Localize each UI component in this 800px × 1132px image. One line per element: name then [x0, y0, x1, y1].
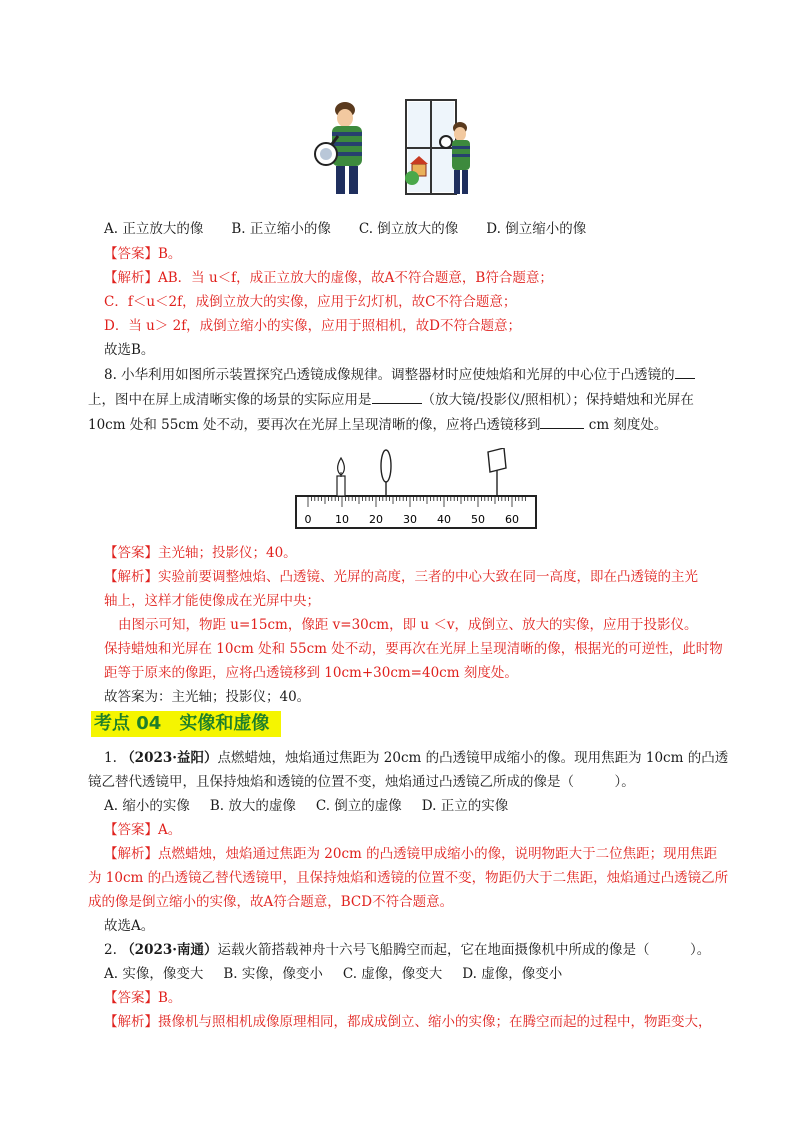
s4q2-stem-line — [104, 940, 710, 960]
q8-answer: 【答案】主光轴；投影仪；40。 — [104, 545, 297, 561]
q8-stem-text: 上，图中在屏上成清晰实像的场景的实际应用是 — [88, 392, 372, 408]
q7-answer: 【答案】B。 — [104, 246, 182, 262]
q7-option-d: D. 倒立缩小的像 — [486, 221, 587, 237]
ruler-tick-label: 50 — [471, 513, 485, 526]
q7-option-a: A. 正立放大的像 — [104, 221, 204, 237]
s4q1-stem-line — [104, 748, 728, 768]
s4q2-answer: 【答案】B。 — [104, 990, 182, 1006]
q8-stem-text: （放大镜/投影仪/照相机）；保持蜡烛和光屏在 — [421, 392, 694, 408]
convex-lens — [381, 450, 391, 496]
s4q1-option-b: B. 放大的虚像 — [209, 798, 296, 814]
q7-analysis-line: C．f＜u＜2f，成倒立放大的实像，应用于幻灯机，故C不符合题意； — [104, 294, 517, 310]
ruler-tick-label: 20 — [369, 513, 383, 526]
s4q1-stem-text: 点燃蜡烛，烛焰通过焦距为 20cm 的凸透镜甲成缩小的像。现用焦距为 10cm 的凸透 — [217, 750, 729, 766]
q8-blank-3 — [540, 414, 584, 429]
q8-analysis-line: 保持蜡烛和光屏在 10cm 处和 55cm 处不动，要再次在光屏上呈现清晰的像，根据光的可逆性，此时物 — [104, 641, 723, 657]
section-heading: 考点 04 实像和虚像 — [94, 713, 270, 734]
q8-stem-line — [88, 389, 694, 410]
magnifier-illustration — [312, 98, 472, 198]
s4q2-analysis-line: 【解析】摄像机与照相机成像原理相同，都成成倒立、缩小的实像；在腾空而起的过程中，物距变大， — [104, 1014, 712, 1030]
s4q2-source: （2023·南通） — [121, 942, 218, 958]
q8-stem-text: 8. 小华利用如图所示装置探究凸透镜成像规律。调整器材时应使烛焰和光屏的中心位于凸透镜的 — [104, 367, 675, 383]
s4q1-option-d: D. 正立的实像 — [421, 798, 509, 814]
q8-stem-line — [104, 364, 695, 385]
s4q1-answer: 【答案】A。 — [104, 822, 182, 838]
boy-with-magnifier-figure — [315, 102, 362, 194]
candle — [337, 458, 345, 496]
light-screen — [488, 448, 506, 496]
q8-conclusion: 故答案为：主光轴；投影仪；40。 — [104, 689, 311, 705]
s4q2-stem-text: 运载火箭搭载神舟十六号飞船腾空而起，它在地面摄像机中所成的像是（ ）。 — [217, 942, 711, 958]
s4q1-options — [104, 796, 508, 816]
q8-analysis-line: 距等于原来的像距，应将凸透镜移到 10cm+30cm=40cm 刻度处。 — [104, 665, 518, 681]
q7-option-b: B. 正立缩小的像 — [231, 221, 331, 237]
q8-blank-1 — [675, 364, 695, 379]
q8-stem-text: 10cm 处和 55cm 处不动，要再次在光屏上呈现清晰的像，应将凸透镜移到 — [88, 417, 541, 433]
ruler-tick-label: 30 — [403, 513, 417, 526]
q7-option-c: C. 倒立放大的像 — [358, 221, 459, 237]
s4q1-analysis-line: 成的像是倒立缩小的实像，故A符合题意，BCD不符合题意。 — [88, 894, 454, 910]
q7-analysis-line: D．当 u＞ 2f，成倒立缩小的实像，应用于照相机，故D不符合题意； — [104, 318, 522, 334]
q7-options — [104, 219, 586, 239]
q7-analysis-line: 【解析】AB．当 u＜f，成正立放大的虚像，故A不符合题意，B符合题意； — [104, 270, 553, 286]
s4q1-option-c: C. 倒立的虚像 — [315, 798, 402, 814]
s4q1-number: 1. — [104, 750, 117, 766]
s4q1-source: （2023·益阳） — [121, 750, 218, 766]
boy-at-window-figure — [452, 122, 470, 194]
s4q2-options — [104, 964, 562, 984]
ruler-tick-label: 0 — [304, 513, 312, 526]
s4q1-stem-line: 镜乙替代透镜甲，且保持烛焰和透镜的位置不变，烛焰通过凸透镜乙所成的像是（ ）。 — [88, 774, 635, 790]
s4q1-conclusion: 故选A。 — [104, 918, 155, 934]
ruler-tick-label: 10 — [335, 513, 349, 526]
s4q2-option-b: B. 实像，像变小 — [223, 966, 323, 982]
s4q2-option-a: A. 实像，像变大 — [104, 966, 204, 982]
optical-bench-diagram — [292, 448, 542, 534]
s4q2-option-c: C. 虚像，像变大 — [342, 966, 443, 982]
s4q2-option-d: D. 虚像，像变小 — [462, 966, 563, 982]
s4q1-analysis-line: 【解析】点燃蜡烛，烛焰通过焦距为 20cm 的凸透镜甲成缩小的像，说明物距大于二位焦距；现用焦距 — [104, 846, 718, 862]
q8-blank-2 — [372, 389, 422, 404]
q8-stem-line — [88, 414, 667, 435]
q8-analysis-line: 由图示可知，物距 u=15cm，像距 v=30cm，即 u ＜v，成倒立、放大的实像，应用于投影仪。 — [118, 617, 698, 633]
ruler-tick-label: 60 — [505, 513, 519, 526]
q8-analysis-line: 轴上，这样才能使像成在光屏中央； — [104, 593, 320, 609]
window-frame-figure — [405, 100, 456, 194]
ruler-tick-label: 40 — [437, 513, 451, 526]
q8-analysis-line: 【解析】实验前要调整烛焰、凸透镜、光屏的高度，三者的中心大致在同一高度，即在凸透镜的主光 — [104, 569, 698, 585]
s4q2-number: 2. — [104, 942, 117, 958]
q7-conclusion: 故选B。 — [104, 342, 155, 358]
s4q1-option-a: A. 缩小的实像 — [104, 798, 190, 814]
q8-stem-text: cm 刻度处。 — [584, 417, 668, 433]
s4q1-analysis-line: 为 10cm 的凸透镜乙替代透镜甲，且保持烛焰和透镜的位置不变，物距仍大于二焦距，烛焰通过凸透镜乙所 — [88, 870, 729, 886]
